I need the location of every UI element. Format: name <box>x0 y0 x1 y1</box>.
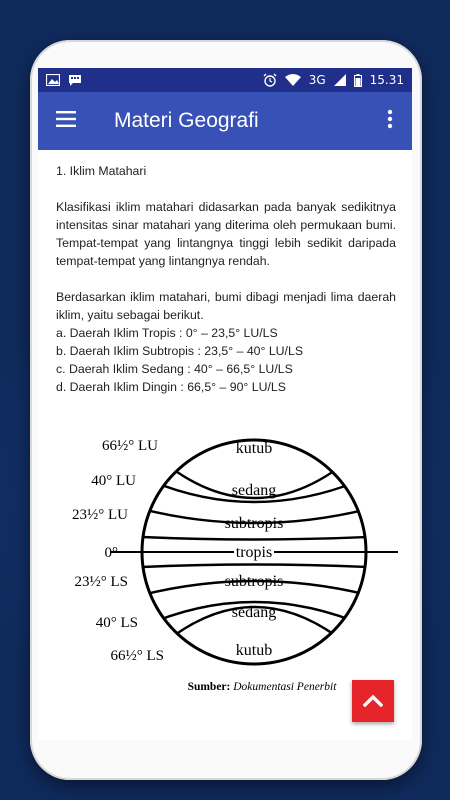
zone-label-sedang-north: sedang <box>231 482 277 499</box>
more-options-button[interactable] <box>376 107 404 135</box>
alarm-icon <box>263 73 277 87</box>
menu-icon <box>56 111 76 131</box>
zone-label-tropis: tropis <box>235 544 273 561</box>
chevron-up-icon <box>363 692 383 711</box>
article-content <box>38 150 412 396</box>
screen <box>38 68 412 740</box>
wifi-icon <box>285 74 301 86</box>
figure-source <box>188 681 338 693</box>
lat-label-66s: 66½° LS <box>110 648 164 664</box>
zone-label-kutub-south: kutub <box>235 642 273 659</box>
network-type: 3G <box>308 73 326 87</box>
message-icon <box>68 74 82 87</box>
paragraph: Klasifikasi iklim matahari didasarkan pada banyak sedikitnya intensitas sinar matahari yang diterima oleh permukaan bumi. Tempat-tempat yang lintangnya tinggi lebih sedikit daripada tempat-tempat yang lintangnya rendah. <box>56 200 396 268</box>
more-vert-icon <box>387 109 393 133</box>
lat-label-equator: 0° <box>104 545 118 561</box>
status-right <box>263 73 404 87</box>
status-left <box>46 74 82 87</box>
menu-button[interactable] <box>38 92 94 150</box>
scroll-to-top-button[interactable] <box>352 680 394 722</box>
zone-label-subtropis-south: subtropis <box>224 573 284 590</box>
list-item: d. Daerah Iklim Dingin : 66,5° – 90° LU/LS <box>56 380 286 394</box>
source-label: Sumber: <box>187 681 231 693</box>
zone-label-kutub-north: kutub <box>235 440 273 457</box>
source-value: Dokumentasi Penerbit <box>233 681 337 693</box>
lat-label-66n: 66½° LU <box>102 438 158 454</box>
zone-boundary <box>142 537 368 540</box>
section-heading: 1. Iklim Matahari <box>56 164 147 178</box>
list-item: a. Daerah Iklim Tropis : 0° – 23,5° LU/LS <box>56 326 278 340</box>
battery-icon <box>354 74 362 87</box>
paragraph: Berdasarkan iklim matahari, bumi dibagi menjadi lima daerah iklim, yaitu sebagai berikut. <box>56 290 396 322</box>
zone-label-sedang-south: sedang <box>231 604 277 621</box>
list-item: b. Daerah Iklim Subtropis : 23,5° – 40° LU/LS <box>56 344 304 358</box>
zone-label-subtropis-north: subtropis <box>224 515 284 532</box>
lat-label-23s: 23½° LS <box>74 574 128 590</box>
lat-label-40s: 40° LS <box>95 615 138 631</box>
signal-icon <box>334 74 346 86</box>
clock: 15.31 <box>369 73 404 87</box>
list-item: c. Daerah Iklim Sedang : 40° – 66,5° LU/LS <box>56 362 293 376</box>
app-bar <box>38 92 412 150</box>
app-title: Materi Geografi <box>114 109 259 132</box>
lat-label-23n: 23½° LU <box>72 507 128 523</box>
image-icon <box>46 74 60 86</box>
lat-label-40n: 40° LU <box>91 473 136 489</box>
climate-zones-figure <box>38 413 412 713</box>
zone-boundary <box>142 565 368 568</box>
status-bar <box>38 68 412 92</box>
